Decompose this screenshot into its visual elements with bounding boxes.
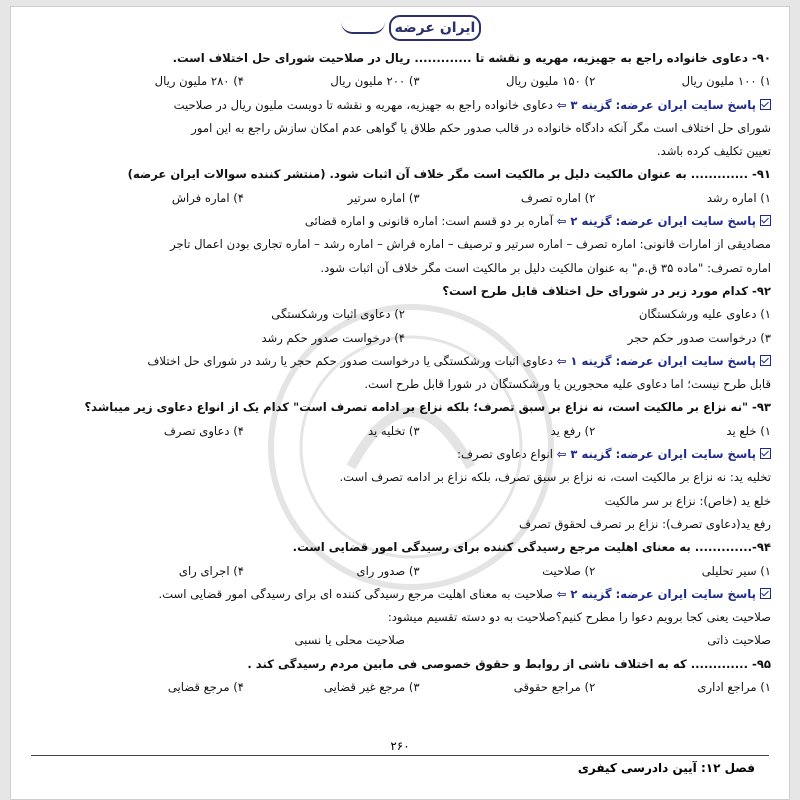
answer-option: ۴) اجرای رای xyxy=(178,563,244,578)
answer-text: دعاوی خانواده راجع به جهیزیه، مهریه و نقشه تا دویست ملیون ریال در صلاحیت xyxy=(173,97,557,112)
answer-option: ۲) ۱۵۰ ملیون ریال xyxy=(505,74,596,89)
answer-label: پاسخ سایت ایران عرضه: گزینه ۳ ⇦ xyxy=(556,447,756,462)
answer-label: پاسخ سایت ایران عرضه: گزینه ۲ ⇦ xyxy=(556,214,756,229)
answer-line xyxy=(39,583,771,606)
answer-text: دعاوی اثبات ورشکستگی یا درخواست صدور حکم حجر یا رشد در شورای حل اختلاف xyxy=(147,353,557,368)
answer-option: ۴) اماره فراش xyxy=(171,190,244,205)
question-line: ۹۰- دعاوی خانواده راجع به جهیزیه، مهریه و نقشه تا ............. ریال در صلاحیت شورای حل اختلاف است. xyxy=(172,51,771,65)
answer-option: صلاحیت محلی یا نسبی xyxy=(294,633,405,648)
answer-option: ۳) درخواست صدور حکم حجر xyxy=(627,330,771,345)
answer-option: ۴) ۲۸۰ ملیون ریال xyxy=(154,74,244,89)
page-footer xyxy=(31,739,769,789)
answer-text: صلاحیت به معنای اهلیت مرجع رسیدگی کننده ای برای رسیدگی امور قضایی است. xyxy=(158,586,557,601)
checkbox-icon xyxy=(760,588,771,599)
question-line: ۹۴-............. به معنای اهلیت مرجع رسیدگی کننده برای رسیدگی امور قضایی است. xyxy=(292,540,771,555)
options-row xyxy=(39,187,771,210)
explanation-line: مصادیقی از امارات قانونی: اماره تصرف – اماره سرتیر و ترصیف – اماره فراش – اماره رشد – اماره تجاری بودن اعمال تاجر xyxy=(170,237,771,252)
options-row xyxy=(39,629,771,652)
checkbox-icon xyxy=(760,448,771,459)
logo-swoosh xyxy=(341,22,385,34)
checkbox-icon xyxy=(760,215,771,226)
answer-option: ۱) دعاوی علیه ورشکستگان xyxy=(638,307,771,322)
document-page xyxy=(10,6,790,800)
explanation-line: اماره تصرف: "ماده ۳۵ ق.م" به عنوان مالکیت دلیل بر مالکیت است مگر خلاف آن اثبات شود. xyxy=(320,260,771,275)
question-line: ۹۲- کدام مورد زیر در شورای حل اختلاف قابل طرح است؟ xyxy=(442,283,771,298)
answer-text: انواع دعاوی تصرف: xyxy=(457,447,557,462)
answer-option: ۱) سیر تحلیلی xyxy=(701,563,771,578)
answer-line xyxy=(39,350,771,373)
checkbox-icon xyxy=(760,355,771,366)
question-content xyxy=(39,47,771,699)
site-logo xyxy=(341,15,481,41)
answer-option: ۱) اماره رشد xyxy=(706,190,771,205)
answer-option: صلاحیت ذاتی xyxy=(707,633,771,648)
options-row xyxy=(39,70,771,93)
answer-option: ۱) مراجع اداری xyxy=(697,680,771,695)
answer-text: آماره بر دو قسم است: اماره قانونی و اماره قضائی xyxy=(304,214,557,229)
answer-label: پاسخ سایت ایران عرضه: گزینه ۲ ⇦ xyxy=(556,586,756,601)
question-line: ۹۵- ............. که به اختلاف ناشی از روابط و حقوق خصوصی فی مابین مردم رسیدگی کند . xyxy=(247,656,771,671)
answer-option: ۲) صلاحیت xyxy=(542,563,596,578)
answer-option: ۲) اماره تصرف xyxy=(520,190,596,205)
answer-option: ۲) دعاوی اثبات ورشکستگی xyxy=(271,307,405,322)
answer-option: ۴) مرجع قضایی xyxy=(167,680,244,695)
answer-line xyxy=(39,210,771,233)
answer-option: ۱) ۱۰۰ ملیون ریال xyxy=(681,74,771,89)
answer-line xyxy=(39,443,771,466)
options-row xyxy=(39,676,771,699)
chapter-title: فصل ۱۲: آیین دادرسی کیفری xyxy=(577,761,755,775)
options-row xyxy=(39,560,771,583)
answer-option: ۴) دعاوی تصرف xyxy=(163,423,244,438)
question-line: ۹۳- "نه نزاع بر مالکیت است، نه نزاع بر سبق تصرف؛ بلکه نزاع بر ادامه تصرف است" کدام یک از انواع دعاوی زیر میباشد؟ xyxy=(84,400,771,415)
explanation-line: صلاحیت یعنی کجا برویم دعوا را مطرح کنیم؟صلاحیت به دو دسته تقسیم میشود: xyxy=(387,610,771,625)
answer-option: ۴) درخواست صدور حکم رشد xyxy=(261,330,405,345)
answer-label: پاسخ سایت ایران عرضه: گزینه ۳ ⇦ xyxy=(556,97,756,112)
explanation-line: شورای حل اختلاف است مگر آنکه دادگاه خانواده در قالب صدور حکم طلاق یا گواهی عدم امکان سازش راجع به این امور xyxy=(191,120,771,135)
answer-line xyxy=(39,94,771,117)
answer-option: ۱) خلع ید xyxy=(726,423,771,438)
answer-label: پاسخ سایت ایران عرضه: گزینه ۱ ⇦ xyxy=(556,353,756,368)
question-line: ۹۱- ............. به عنوان مالکیت دلیل بر مالکیت است مگر خلاف آن اثبات شود. (منتشر کننده سوالات ایران عرضه) xyxy=(127,167,771,182)
logo-text: ایران عرضه xyxy=(389,15,481,41)
explanation-line: رفع ید(دعاوی تصرف): نزاع بر تصرف لحقوق تصرف xyxy=(519,516,771,531)
answer-option: ۳) تخلیه ید xyxy=(367,423,420,438)
footer-divider xyxy=(31,755,769,756)
explanation-line: تعیین تکلیف کرده باشد. xyxy=(656,144,771,159)
options-row xyxy=(39,327,771,350)
options-row xyxy=(39,303,771,326)
answer-option: ۳) مرجع غیر قضایی xyxy=(323,680,420,695)
answer-option: ۳) صدور رای xyxy=(356,563,420,578)
options-row xyxy=(39,420,771,443)
answer-option: ۲) رفع ید xyxy=(550,423,596,438)
answer-option: ۲) مراجع حقوقی xyxy=(513,680,596,695)
explanation-line: خلع ید (خاص): نزاع بر سر مالکیت xyxy=(604,493,771,508)
checkbox-icon xyxy=(760,99,771,110)
explanation-line: تخلیه ید: نه نزاع بر مالکیت است، نه نزاع بر سبق تصرف، بلکه نزاع بر ادامه تصرف است. xyxy=(339,470,771,485)
answer-option: ۳) اماره سرتیر xyxy=(347,190,420,205)
answer-option: ۳) ۲۰۰ ملیون ریال xyxy=(330,74,420,89)
page-number: ۲۶۰ xyxy=(390,739,410,753)
explanation-line: قابل طرح نیست؛ اما دعاوی علیه محجورین یا ورشکستگان در شورا قابل طرح است. xyxy=(364,377,771,392)
